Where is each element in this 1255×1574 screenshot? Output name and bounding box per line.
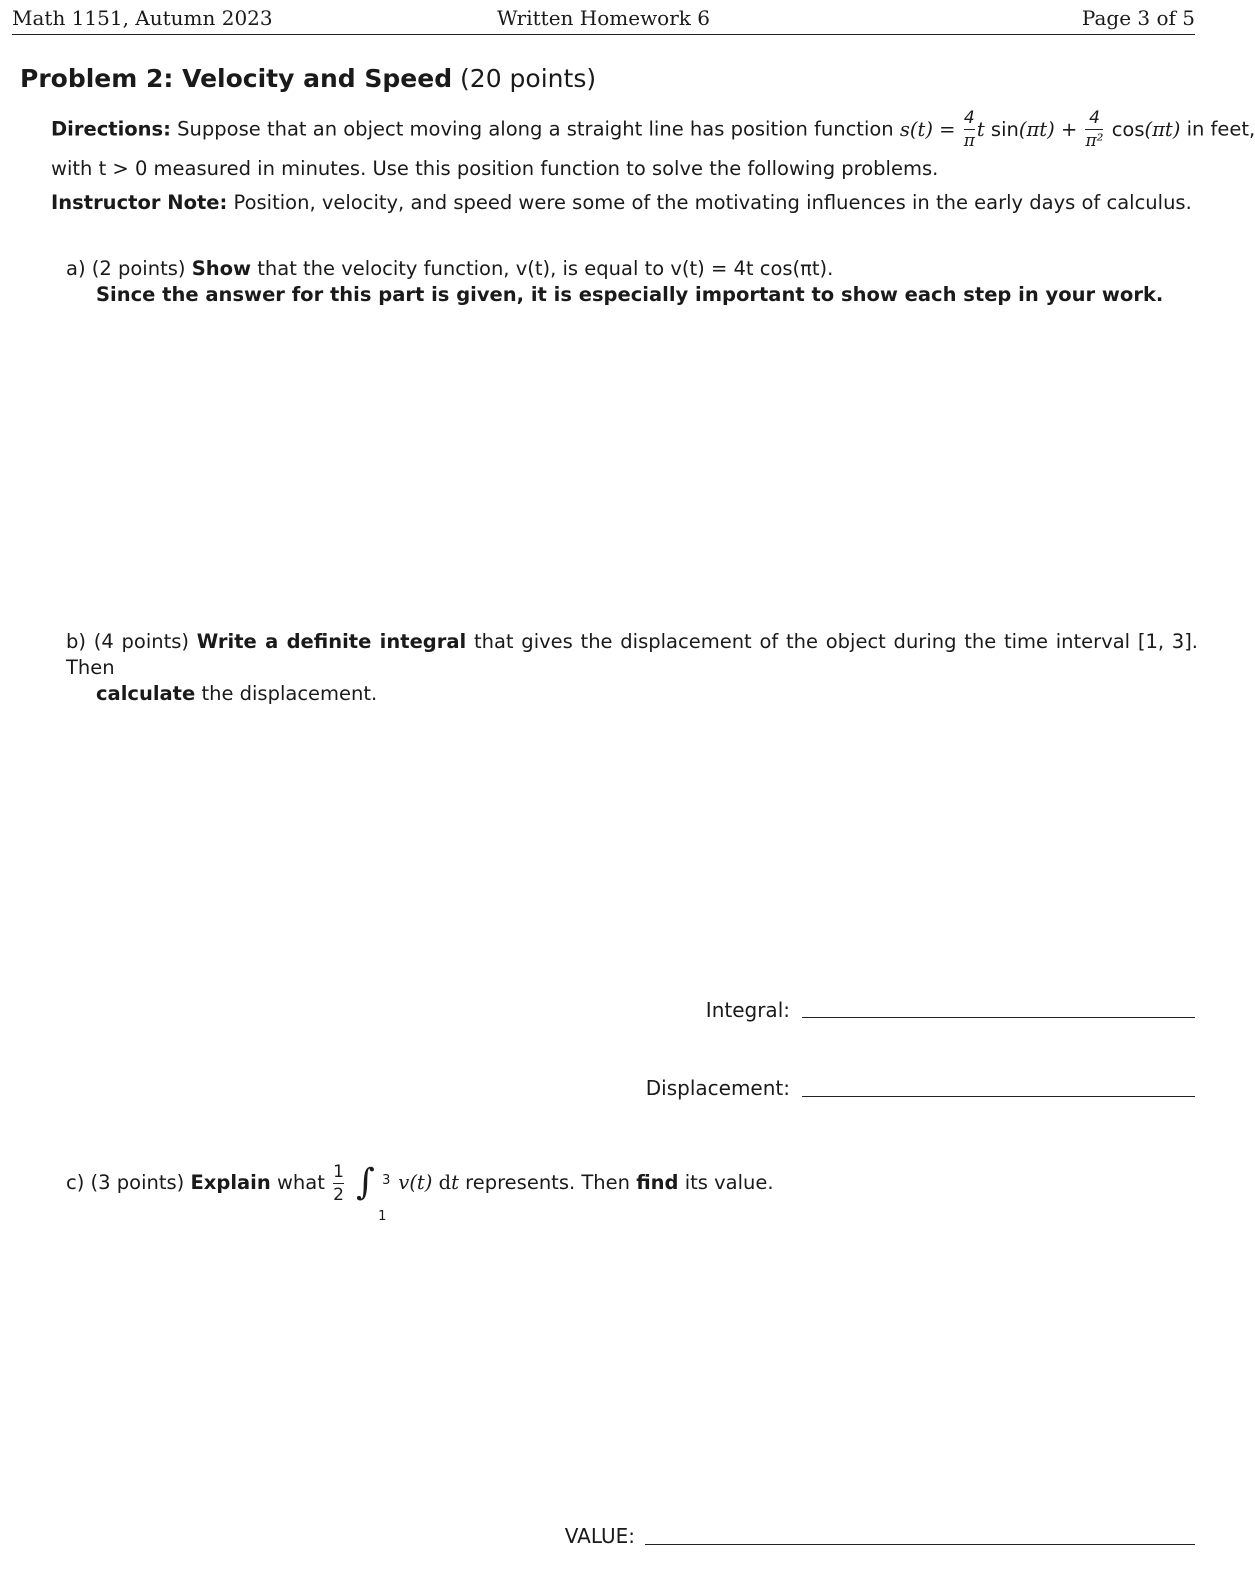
directions-label: Directions: bbox=[51, 117, 171, 141]
part-c-post: represents. Then bbox=[465, 1171, 631, 1194]
integral-symbol: ∫ 3 1 bbox=[356, 1161, 391, 1224]
directions-line-1 bbox=[51, 108, 1255, 151]
part-c bbox=[66, 1160, 1166, 1224]
displacement-answer-line[interactable] bbox=[802, 1096, 1195, 1097]
problem-title bbox=[20, 64, 596, 93]
integral-answer-line[interactable] bbox=[802, 1017, 1195, 1018]
part-a-verb: Show bbox=[191, 257, 252, 280]
value-label: VALUE: bbox=[564, 1524, 635, 1548]
fraction-one-half: $\frac{1}{2}$ bbox=[333, 1161, 344, 1205]
page-number: Page 3 of 5 bbox=[1081, 6, 1195, 30]
page-header bbox=[12, 4, 1195, 35]
fraction-4-over-pi: $\frac{4}{\pi}$ bbox=[963, 108, 975, 151]
directions-line-2: with t > 0 measured in minutes. Use this position function to solve the following problems. bbox=[51, 157, 939, 180]
course-label: Math 1151, Autumn 2023 bbox=[12, 6, 273, 30]
integral-label: Integral: bbox=[705, 998, 790, 1022]
directions-text: Suppose that an object moving along a straight line has position function bbox=[177, 117, 894, 141]
problem-points: (20 points) bbox=[460, 64, 597, 93]
fraction-4-over-pi-squared: $\frac{4}{\text{π²}}$ bbox=[1085, 108, 1104, 151]
part-c-post2: its value. bbox=[684, 1171, 774, 1194]
part-b bbox=[66, 629, 1198, 707]
part-b-points: (4 points) bbox=[93, 630, 190, 653]
part-c-marker: c) bbox=[66, 1171, 85, 1194]
position-function: s(t) = $\frac{4}{\pi}$ t sin(πt) + $\frac{4}{\text{π²}}$ cos(πt) bbox=[899, 108, 1187, 151]
value-answer-line[interactable] bbox=[645, 1544, 1195, 1545]
part-a-marker: a) bbox=[66, 257, 86, 280]
problem-title-text: Problem 2: Velocity and Speed bbox=[20, 64, 453, 93]
instructor-note-text: Position, velocity, and speed were some of the motivating influences in the early days of calculus. bbox=[233, 191, 1192, 214]
part-b-verb: Write a definite integral bbox=[196, 630, 467, 653]
part-c-verb2: find bbox=[636, 1171, 679, 1194]
part-b-marker: b) bbox=[66, 630, 86, 653]
part-c-verb: Explain bbox=[190, 1171, 271, 1194]
displacement-label: Displacement: bbox=[645, 1076, 790, 1100]
part-a-points: (2 points) bbox=[91, 257, 186, 280]
instructor-note bbox=[51, 191, 1192, 215]
part-c-pre: what bbox=[276, 1171, 325, 1194]
integrand: v(t) dt bbox=[398, 1171, 459, 1194]
part-b-verb2: calculate bbox=[96, 682, 196, 705]
instructor-note-label: Instructor Note: bbox=[51, 191, 228, 214]
part-a-emphasis: Since the answer for this part is given, it is especially important to show each step in your work. bbox=[96, 283, 1164, 306]
part-b-text2: the displacement. bbox=[201, 682, 378, 705]
directions-units: in feet, bbox=[1186, 117, 1255, 141]
part-a-text: that the velocity function, v(t), is equal to v(t) = 4t cos(πt). bbox=[257, 257, 834, 280]
part-a bbox=[66, 256, 1196, 308]
assignment-title: Written Homework 6 bbox=[497, 6, 710, 30]
part-c-points: (3 points) bbox=[90, 1171, 185, 1194]
part-b-text: that gives the displacement of the object during the time interval [1, 3]. Then bbox=[66, 630, 1199, 679]
